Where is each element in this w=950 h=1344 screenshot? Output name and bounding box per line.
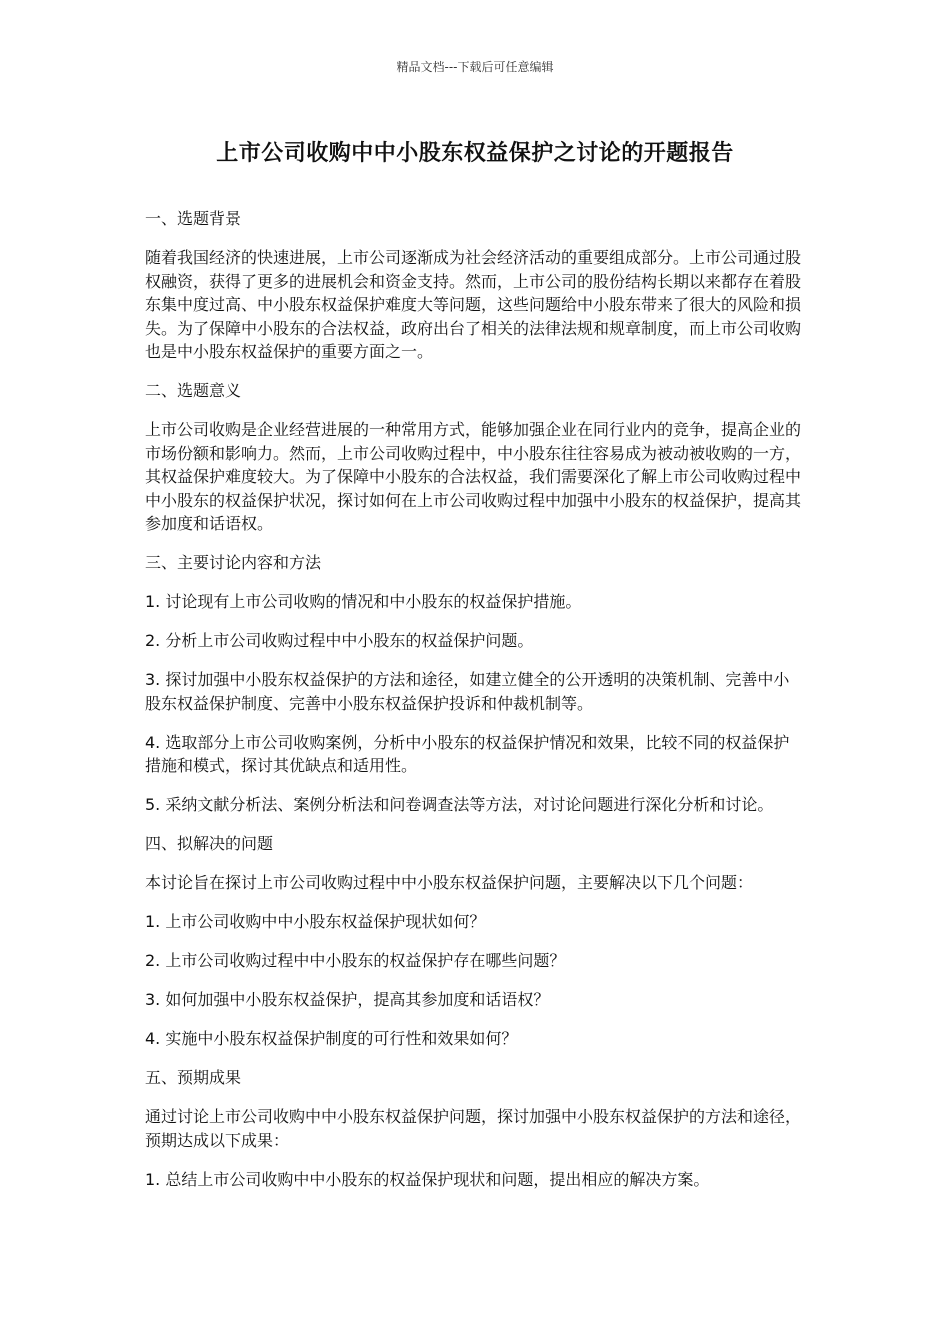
list-item: 1. 上市公司收购中中小股东权益保护现状如何？ (145, 912, 486, 931)
section-heading: 三、主要讨论内容和方法 (145, 553, 322, 572)
paragraph: 本讨论旨在探讨上市公司收购过程中中小股东权益保护问题，主要解决以下几个问题： (145, 873, 754, 892)
page-header: 精品文档---下载后可任意编辑 (396, 60, 554, 74)
section-heading: 一、选题背景 (145, 209, 242, 228)
list-item: 1. 总结上市公司收购中中小股东的权益保护现状和问题，提出相应的解决方案。 (145, 1169, 710, 1189)
paragraph: 随着我国经济的快速进展，上市公司逐渐成为社会经济活动的重要组成部分。上市公司通过股权融资，获得了更多的进展机会和资金支持。然而，上市公司的股份结构长期以来都存在着股东集中度过高、中小股东权益保护难度大等问题，这些问题给中小股东带来了很大的风险和损失。为了保障中小股东的合法权益，政府出台了相关的法律法规和规章制度，而上市公司收购也是中小股东权益保护的重要方面之一。 (145, 248, 802, 361)
list-item: 3. 探讨加强中小股东权益保护的方法和途径，如建立健全的公开透明的决策机制、完善中小股东权益保护制度、完善中小股东权益保护投诉和仲裁机制等。 (145, 670, 790, 713)
paragraph: 上市公司收购是企业经营进展的一种常用方式，能够加强企业在同行业内的竞争，提高企业的市场份额和影响力。然而，上市公司收购过程中，中小股东往往容易成为被动被收购的一方，其权益保护难度较大。为了保障中小股东的合法权益，我们需要深化了解上市公司收购过程中中小股东的权益保护状况，探讨如何在上市公司收购过程中加强中小股东的权益保护，提高其参加度和话语权。 (145, 420, 802, 533)
list-item: 4. 选取部分上市公司收购案例，分析中小股东的权益保护情况和效果，比较不同的权益保护措施和模式，探讨其优缺点和适用性。 (145, 732, 790, 775)
list-item: 4. 实施中小股东权益保护制度的可行性和效果如何？ (145, 1029, 518, 1048)
document-body (145, 207, 805, 1207)
section-heading: 四、拟解决的问题 (145, 834, 274, 853)
document-title: 上市公司收购中中小股东权益保护之讨论的开题报告 (216, 141, 734, 166)
list-item: 2. 上市公司收购过程中中小股东的权益保护存在哪些问题？ (145, 951, 566, 970)
list-item: 5. 采纳文献分析法、案例分析法和问卷调查法等方法，对讨论问题进行深化分析和讨论。 (145, 795, 774, 814)
section-heading: 二、选题意义 (145, 381, 242, 400)
section-heading: 五、预期成果 (145, 1068, 242, 1087)
list-item: 3. 如何加强中小股东权益保护，提高其参加度和话语权？ (145, 990, 550, 1009)
paragraph: 通过讨论上市公司收购中中小股东权益保护问题，探讨加强中小股东权益保护的方法和途径，预期达成以下成果： (145, 1107, 802, 1150)
list-item: 2. 分析上市公司收购过程中中小股东的权益保护问题。 (145, 631, 534, 650)
list-item: 1. 讨论现有上市公司收购的情况和中小股东的权益保护措施。 (145, 592, 582, 611)
